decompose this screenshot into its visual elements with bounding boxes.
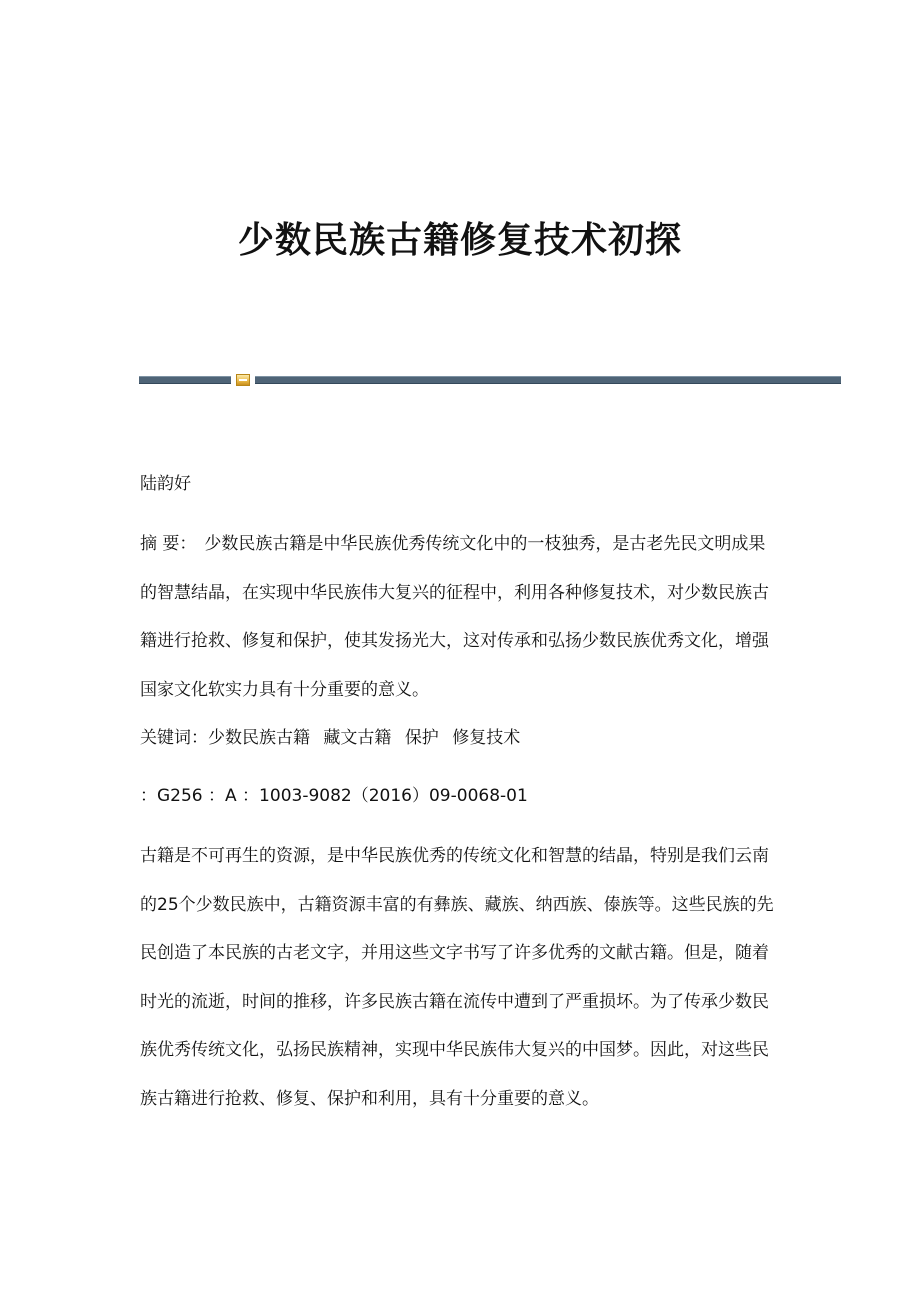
abstract <box>140 520 780 714</box>
keyword-item: 少数民族古籍 <box>208 728 310 748</box>
keywords <box>140 722 780 754</box>
divider-left-bar <box>139 376 231 384</box>
abstract-label: 摘 要： <box>140 534 197 554</box>
keyword-item: 修复技术 <box>452 728 521 748</box>
keyword-item: 藏文古籍 <box>323 728 392 748</box>
keywords-label: 关键词： <box>140 728 208 748</box>
divider-ornament-icon <box>236 374 250 386</box>
body-paragraph: 古籍是不可再生的资源，是中华民族优秀的传统文化和智慧的结晶，特别是我们云南的25个少数民族中，古籍资源丰富的有彝族、藏族、纳西族、傣族等。这些民族的先民创造了本民族的古老文字，并用这些文字书写了许多优秀的文献古籍。但是，随着时光的流逝，时间的推移，许多民族古籍在流传中遭到了严重损坏。为了传承少数民族优秀传统文化，弘扬民族精神，实现中华民族伟大复兴的中国梦。因此，对这些民族古籍进行抢救、修复、保护和利用，具有十分重要的意义。 <box>140 846 774 1109</box>
divider-right-bar <box>255 376 841 384</box>
document-title: 少数民族古籍修复技术初探 <box>237 219 682 261</box>
classification-line: ：G256 ：A ：1003-9082（2016）09-0068-01 <box>140 786 528 806</box>
author-name: 陆韵好 <box>140 474 191 494</box>
title-divider <box>139 374 841 386</box>
keyword-item: 保护 <box>404 728 439 748</box>
abstract-text: 少数民族古籍是中华民族优秀传统文化中的一枝独秀，是古老先民文明成果的智慧结晶，在实现中华民族伟大复兴的征程中，利用各种修复技术，对少数民族古籍进行抢救、修复和保护，使其发扬光大，这对传承和弘扬少数民族优秀文化，增强国家文化软实力具有十分重要的意义。 <box>140 534 769 700</box>
